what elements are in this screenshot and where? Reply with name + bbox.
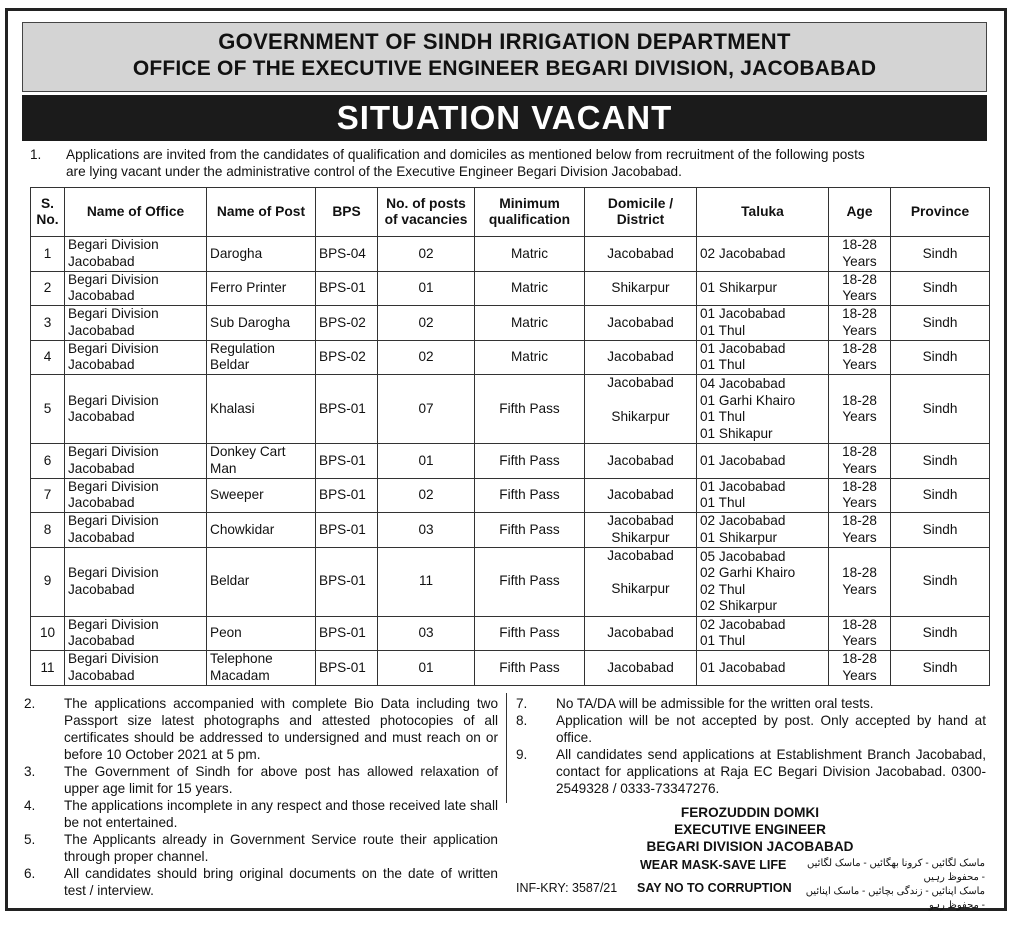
header-age: Age xyxy=(829,188,891,237)
slogan-corruption: SAY NO TO CORRUPTION xyxy=(637,881,792,895)
cell-post: Regulation Beldar xyxy=(207,340,316,375)
cell-office: Begari Division Jacobabad xyxy=(65,271,207,306)
cell-office: Begari Division Jacobabad xyxy=(65,547,207,616)
cell-taluka: 01 Jacobabad 01 Thul xyxy=(697,306,829,341)
cell-post: Beldar xyxy=(207,547,316,616)
cell-bps: BPS-01 xyxy=(316,513,378,548)
cell-office: Begari Division Jacobabad xyxy=(65,651,207,686)
table-row xyxy=(31,444,990,479)
intro-line-2: are lying vacant under the administrative control of the Executive Engineer Begari Division Jacobabad. xyxy=(66,164,682,179)
table-row xyxy=(31,306,990,341)
cell-vacancies: 02 xyxy=(378,478,475,513)
cell-domicile xyxy=(585,547,697,616)
header-domicile: Domicile / District xyxy=(585,188,697,237)
note-number: 7. xyxy=(516,696,528,711)
inf-number: INF-KRY: 3587/21 xyxy=(516,881,618,895)
cell-office: Begari Division Jacobabad xyxy=(65,513,207,548)
cell-bps: BPS-01 xyxy=(316,651,378,686)
intro-line-1: Applications are invited from the candidates of qualification and domiciles as mentioned below from recruitment of the following posts xyxy=(66,147,865,162)
domicile-secondary: Shikarpur xyxy=(611,581,670,596)
header-department: GOVERNMENT OF SINDH IRRIGATION DEPARTMENT xyxy=(218,29,791,54)
cell-province: Sindh xyxy=(891,306,990,341)
cell-qualification: Matric xyxy=(475,237,585,272)
cell-bps: BPS-02 xyxy=(316,340,378,375)
table-row xyxy=(31,340,990,375)
cell-office: Begari Division Jacobabad xyxy=(65,306,207,341)
cell-sno: 5 xyxy=(31,375,65,444)
cell-post: Donkey Cart Man xyxy=(207,444,316,479)
cell-sno: 10 xyxy=(31,616,65,651)
domicile-primary: Jacobabad xyxy=(607,375,674,390)
header-province: Province xyxy=(891,188,990,237)
table-row xyxy=(31,547,990,616)
cell-post: Peon xyxy=(207,616,316,651)
table-header-row xyxy=(31,188,990,237)
cell-age: 18-28 Years xyxy=(829,444,891,479)
cell-age: 18-28 Years xyxy=(829,478,891,513)
cell-taluka: 01 Shikarpur xyxy=(697,271,829,306)
note-number: 4. xyxy=(24,798,36,813)
cell-province: Sindh xyxy=(891,237,990,272)
cell-province: Sindh xyxy=(891,340,990,375)
cell-office: Begari Division Jacobabad xyxy=(65,237,207,272)
note-text: The Government of Sindh for above post has allowed relaxation of upper age limit for 15 years. xyxy=(64,764,498,796)
table-row xyxy=(31,375,990,444)
urdu-slogan-1: ماسک لگائیں - کرونا بھگائیں - ماسک لگائیں - محفوظ رہیں xyxy=(807,858,985,883)
note-text: No TA/DA will be admissible for the written oral tests. xyxy=(556,696,874,711)
note-item xyxy=(24,865,498,899)
cell-bps: BPS-01 xyxy=(316,271,378,306)
cell-province: Sindh xyxy=(891,547,990,616)
note-number: 2. xyxy=(24,696,36,711)
intro-number: 1. xyxy=(30,147,42,162)
table-row xyxy=(31,513,990,548)
intro-paragraph xyxy=(66,146,986,180)
cell-domicile xyxy=(585,237,697,272)
note-text: The applications accompanied with complete Bio Data including two Passport size latest photographs and attested photocopies of all certificates should be addressed to undersigned and must reach on or before 10 October 2021 at 5 pm. xyxy=(64,696,498,762)
note-number: 6. xyxy=(24,866,36,881)
note-text: All candidates should bring original documents on the date of written test / interview. xyxy=(64,866,498,898)
signature-office: BEGARI DIVISION JACOBABAD xyxy=(646,839,854,854)
cell-province: Sindh xyxy=(891,651,990,686)
cell-office: Begari Division Jacobabad xyxy=(65,444,207,479)
cell-sno: 2 xyxy=(31,271,65,306)
cell-post: Darogha xyxy=(207,237,316,272)
header-taluka: Taluka xyxy=(697,188,829,237)
cell-sno: 9 xyxy=(31,547,65,616)
note-item xyxy=(516,712,986,746)
cell-domicile xyxy=(585,271,697,306)
note-number: 5. xyxy=(24,832,36,847)
header-vacancies: No. of posts of vacancies xyxy=(378,188,475,237)
cell-age: 18-28 Years xyxy=(829,375,891,444)
situation-vacant-banner: SITUATION VACANT xyxy=(22,95,987,141)
cell-age: 18-28 Years xyxy=(829,651,891,686)
cell-domicile xyxy=(585,478,697,513)
cell-bps: BPS-02 xyxy=(316,306,378,341)
cell-domicile xyxy=(585,340,697,375)
cell-qualification: Fifth Pass xyxy=(475,478,585,513)
note-text: The applications incomplete in any respect and those received late shall be not entertained. xyxy=(64,798,498,830)
cell-qualification: Fifth Pass xyxy=(475,616,585,651)
domicile-primary: Shikarpur xyxy=(611,280,670,295)
header-qualification: Minimum qualification xyxy=(475,188,585,237)
cell-taluka: 01 Jacobabad xyxy=(697,444,829,479)
cell-bps: BPS-01 xyxy=(316,547,378,616)
cell-office: Begari Division Jacobabad xyxy=(65,375,207,444)
table-body xyxy=(31,237,990,686)
urdu-slogan-2: ماسک اپنائیں - زندگی بچائیں - ماسک اپنائیں - محفوظ رہو xyxy=(805,886,985,911)
cell-qualification: Matric xyxy=(475,340,585,375)
signature-name: FEROZUDDIN DOMKI xyxy=(680,805,820,820)
cell-age: 18-28 Years xyxy=(829,306,891,341)
note-number: 8. xyxy=(516,713,528,728)
table-row xyxy=(31,651,990,686)
cell-vacancies: 02 xyxy=(378,340,475,375)
cell-vacancies: 01 xyxy=(378,444,475,479)
cell-qualification: Fifth Pass xyxy=(475,375,585,444)
signature-title: EXECUTIVE ENGINEER xyxy=(674,822,826,837)
signature-block xyxy=(560,804,940,855)
domicile-primary: Jacobabad xyxy=(607,314,674,330)
urdu-slogans xyxy=(805,857,985,913)
header-bps: BPS xyxy=(316,188,378,237)
table-row xyxy=(31,478,990,513)
cell-domicile xyxy=(585,306,697,341)
cell-age: 18-28 Years xyxy=(829,513,891,548)
cell-sno: 8 xyxy=(31,513,65,548)
notes-left xyxy=(24,695,498,899)
cell-bps: BPS-01 xyxy=(316,375,378,444)
header-sno: S. No. xyxy=(31,188,65,237)
cell-vacancies: 03 xyxy=(378,616,475,651)
cell-taluka: 02 Jacobabad xyxy=(697,237,829,272)
cell-age: 18-28 Years xyxy=(829,616,891,651)
cell-vacancies: 07 xyxy=(378,375,475,444)
cell-qualification: Matric xyxy=(475,271,585,306)
header-post: Name of Post xyxy=(207,188,316,237)
cell-office: Begari Division Jacobabad xyxy=(65,478,207,513)
cell-office: Begari Division Jacobabad xyxy=(65,340,207,375)
cell-taluka: 04 Jacobabad 01 Garhi Khairo 01 Thul 01 Shikapur xyxy=(697,375,829,444)
cell-qualification: Fifth Pass xyxy=(475,547,585,616)
cell-sno: 11 xyxy=(31,651,65,686)
domicile-primary: Jacobabad Shikarpur xyxy=(607,513,674,545)
cell-vacancies: 02 xyxy=(378,306,475,341)
cell-age: 18-28 Years xyxy=(829,547,891,616)
notes-divider xyxy=(506,693,507,803)
cell-taluka: 05 Jacobabad 02 Garhi Khairo 02 Thul 02 Shikarpur xyxy=(697,547,829,616)
domicile-primary: Jacobabad xyxy=(607,452,674,468)
cell-sno: 4 xyxy=(31,340,65,375)
cell-qualification: Fifth Pass xyxy=(475,444,585,479)
note-item xyxy=(24,695,498,763)
cell-domicile xyxy=(585,616,697,651)
note-text: All candidates send applications at Establishment Branch Jacobabad, contact for applications at Raja EC Begari Division Jacobabad. 0300-2549328 / 0333-73347276. xyxy=(556,747,986,796)
cell-qualification: Fifth Pass xyxy=(475,513,585,548)
cell-domicile xyxy=(585,375,697,444)
domicile-primary: Jacobabad xyxy=(607,487,674,502)
cell-qualification: Fifth Pass xyxy=(475,651,585,686)
cell-domicile xyxy=(585,444,697,479)
table-row xyxy=(31,237,990,272)
note-number: 3. xyxy=(24,764,36,779)
cell-province: Sindh xyxy=(891,513,990,548)
note-item xyxy=(24,831,498,865)
cell-post: Sweeper xyxy=(207,478,316,513)
notes-right xyxy=(516,695,986,797)
cell-age: 18-28 Years xyxy=(829,271,891,306)
cell-taluka: 02 Jacobabad 01 Shikarpur xyxy=(697,513,829,548)
cell-vacancies: 02 xyxy=(378,237,475,272)
domicile-primary: Jacobabad xyxy=(607,349,674,364)
cell-province: Sindh xyxy=(891,478,990,513)
header-office: OFFICE OF THE EXECUTIVE ENGINEER BEGARI DIVISION, JACOBABAD xyxy=(132,57,877,80)
cell-sno: 7 xyxy=(31,478,65,513)
note-item xyxy=(24,797,498,831)
cell-sno: 1 xyxy=(31,237,65,272)
domicile-primary: Jacobabad xyxy=(607,659,674,675)
vacancies-table xyxy=(30,187,990,686)
cell-vacancies: 01 xyxy=(378,271,475,306)
note-item xyxy=(24,763,498,797)
cell-qualification: Matric xyxy=(475,306,585,341)
note-text: The Applicants already in Government Service route their application through proper channel. xyxy=(64,832,498,864)
note-text: Application will be not accepted by post. Only accepted by hand at office. xyxy=(556,713,986,745)
note-item xyxy=(516,695,986,712)
cell-sno: 3 xyxy=(31,306,65,341)
header-office: Name of Office xyxy=(65,188,207,237)
cell-province: Sindh xyxy=(891,444,990,479)
cell-post: Chowkidar xyxy=(207,513,316,548)
cell-province: Sindh xyxy=(891,375,990,444)
cell-vacancies: 11 xyxy=(378,547,475,616)
cell-vacancies: 01 xyxy=(378,651,475,686)
domicile-secondary: Shikarpur xyxy=(611,408,670,424)
cell-age: 18-28 Years xyxy=(829,340,891,375)
domicile-primary: Jacobabad xyxy=(607,245,674,261)
cell-bps: BPS-01 xyxy=(316,478,378,513)
cell-domicile xyxy=(585,513,697,548)
cell-office: Begari Division Jacobabad xyxy=(65,616,207,651)
cell-bps: BPS-04 xyxy=(316,237,378,272)
cell-bps: BPS-01 xyxy=(316,444,378,479)
cell-post: Sub Darogha xyxy=(207,306,316,341)
note-number: 9. xyxy=(516,747,528,762)
cell-age: 18-28 Years xyxy=(829,237,891,272)
cell-vacancies: 03 xyxy=(378,513,475,548)
header-box xyxy=(22,22,987,92)
domicile-primary: Jacobabad xyxy=(607,625,674,640)
cell-post: Khalasi xyxy=(207,375,316,444)
table-row xyxy=(31,616,990,651)
cell-taluka: 02 Jacobabad 01 Thul xyxy=(697,616,829,651)
cell-province: Sindh xyxy=(891,271,990,306)
cell-taluka: 01 Jacobabad 01 Thul xyxy=(697,478,829,513)
cell-post: Telephone Macadam xyxy=(207,651,316,686)
slogan-wear-mask: WEAR MASK-SAVE LIFE xyxy=(640,858,787,872)
cell-sno: 6 xyxy=(31,444,65,479)
cell-province: Sindh xyxy=(891,616,990,651)
cell-domicile xyxy=(585,651,697,686)
table-row xyxy=(31,271,990,306)
note-item xyxy=(516,746,986,797)
domicile-primary: Jacobabad xyxy=(607,547,674,563)
cell-taluka: 01 Jacobabad xyxy=(697,651,829,686)
cell-post: Ferro Printer xyxy=(207,271,316,306)
cell-bps: BPS-01 xyxy=(316,616,378,651)
cell-taluka: 01 Jacobabad 01 Thul xyxy=(697,340,829,375)
